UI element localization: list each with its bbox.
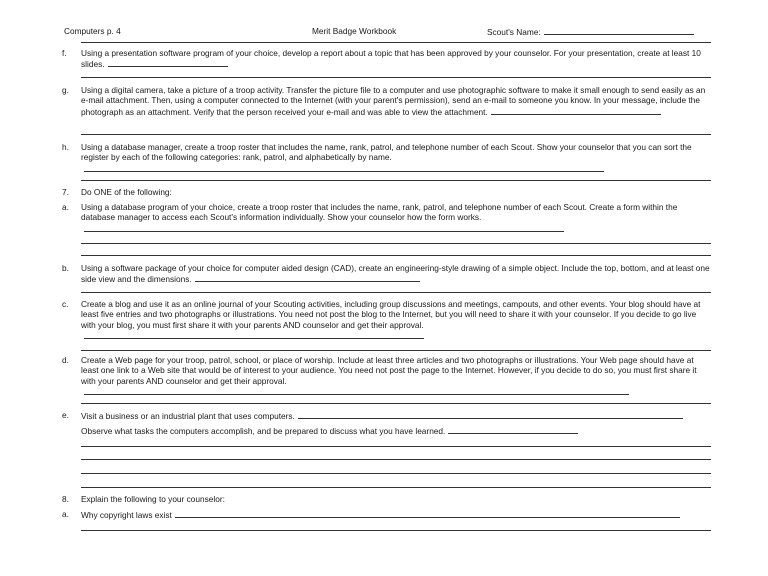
scout-name-line[interactable]	[544, 26, 694, 35]
answer-line[interactable]	[81, 459, 711, 460]
answer-line[interactable]	[81, 292, 711, 293]
answer-line[interactable]	[81, 134, 711, 135]
item-text: Visit a business or an industrial plant that uses computers.	[81, 411, 295, 421]
answer-line[interactable]	[81, 350, 711, 351]
item-label: b.	[62, 263, 69, 273]
item-text: Explain the following to your counselor:	[81, 494, 225, 504]
requirement-f	[62, 48, 712, 70]
item-label: a.	[62, 202, 69, 212]
item-label: d.	[62, 355, 69, 365]
item-text: Using a presentation software program of your choice, develop a report about a topic that has been approved by your counselor. For your presentation, create at least 10 slides.	[81, 48, 701, 70]
item-text: Using a software package of your choice for computer aided design (CAD), create an engineering-style drawing of a simple object. Include the top, bottom, and at least one side view and the dimensions.	[81, 263, 710, 285]
answer-line[interactable]	[81, 77, 711, 78]
requirement-7c	[62, 299, 712, 342]
item-label: h.	[62, 142, 69, 152]
requirement-7e	[62, 410, 712, 421]
answer-line[interactable]	[84, 330, 424, 339]
answer-line[interactable]	[195, 273, 420, 282]
item-text: Using a database program of your choice, create a troop roster that includes the name, rank, patrol, and telephone number of each Scout. Create a form within the database manager to access each Scout's information individually. Show your counselor how the form works.	[81, 202, 678, 223]
requirement-7b	[62, 263, 712, 285]
item-text: Do ONE of the following:	[81, 187, 172, 197]
item-label: 7.	[62, 187, 69, 197]
answer-line[interactable]	[81, 530, 711, 531]
item-label: g.	[62, 85, 69, 95]
answer-line[interactable]	[491, 106, 661, 115]
answer-line[interactable]	[448, 425, 578, 434]
item-label: c.	[62, 299, 69, 309]
requirement-8a	[62, 509, 712, 520]
answer-line[interactable]	[81, 255, 711, 256]
answer-line[interactable]	[81, 473, 711, 474]
requirement-g	[62, 85, 712, 117]
item-label: a.	[62, 509, 69, 519]
requirement-7e-observe	[62, 425, 712, 436]
answer-line[interactable]	[81, 446, 711, 447]
item-text: Create a Web page for your troop, patrol, school, or place of worship. Include at least three articles and two photographs or illustrations. Your Web page should have at least one link to a Web site that would be of interest to your audience. You need not post the page to the Internet. However, if you decide to do so, you must first share it with your parents AND counselor and get their approval.	[81, 355, 697, 386]
item-text: Observe what tasks the computers accomplish, and be prepared to discuss what you have learned.	[81, 426, 446, 436]
item-label: 8.	[62, 494, 69, 504]
header-scout-name	[487, 26, 694, 37]
answer-line[interactable]	[298, 410, 683, 419]
answer-line[interactable]	[84, 223, 564, 232]
requirement-7	[62, 187, 712, 197]
answer-line[interactable]	[81, 42, 711, 43]
answer-line[interactable]	[84, 386, 629, 395]
item-text: Why copyright laws exist	[81, 510, 172, 520]
answer-line[interactable]	[108, 58, 228, 67]
answer-line[interactable]	[81, 487, 711, 488]
requirement-7d	[62, 355, 712, 398]
item-label: e.	[62, 410, 69, 420]
requirement-h	[62, 142, 712, 174]
answer-line[interactable]	[81, 403, 711, 404]
item-text: Using a digital camera, take a picture of a troop activity. Transfer the picture file to a computer and use photographic software to make it small enough to send easily as an e-mail attachment. Then, using a computer connected to the Internet (with your parent's permission), send an e-mail to someone you know. In your message, include the photograph as an attachment. Verify that the person received your e-mail and was able to view the attachment.	[81, 85, 706, 117]
item-text: Create a blog and use it as an online journal of your Scouting activities, including group discussions and meetings, campouts, and other events. Your blog should have at least five entries and two photographs or illustrations. You need not post the blog to the Internet, but you will need to share it with your counselor. If you decide to go live with your blog, you must first share it with your parents AND counselor and get their approval.	[81, 299, 701, 330]
requirement-7a	[62, 202, 712, 234]
answer-line[interactable]	[81, 180, 711, 181]
header-title: Merit Badge Workbook	[312, 26, 397, 36]
answer-line[interactable]	[175, 509, 680, 518]
answer-line[interactable]	[84, 163, 604, 172]
requirement-8	[62, 494, 712, 504]
answer-line[interactable]	[81, 243, 711, 244]
header-page-label: Computers p. 4	[64, 26, 121, 36]
item-label: f.	[62, 48, 67, 58]
scout-name-label: Scout's Name:	[487, 27, 541, 37]
item-text: Using a database manager, create a troop roster that includes the name, rank, patrol, and telephone number of each Scout. Show your counselor that you can sort the register by each of the following categories: rank, patrol, and alphabetically by name.	[81, 142, 692, 163]
